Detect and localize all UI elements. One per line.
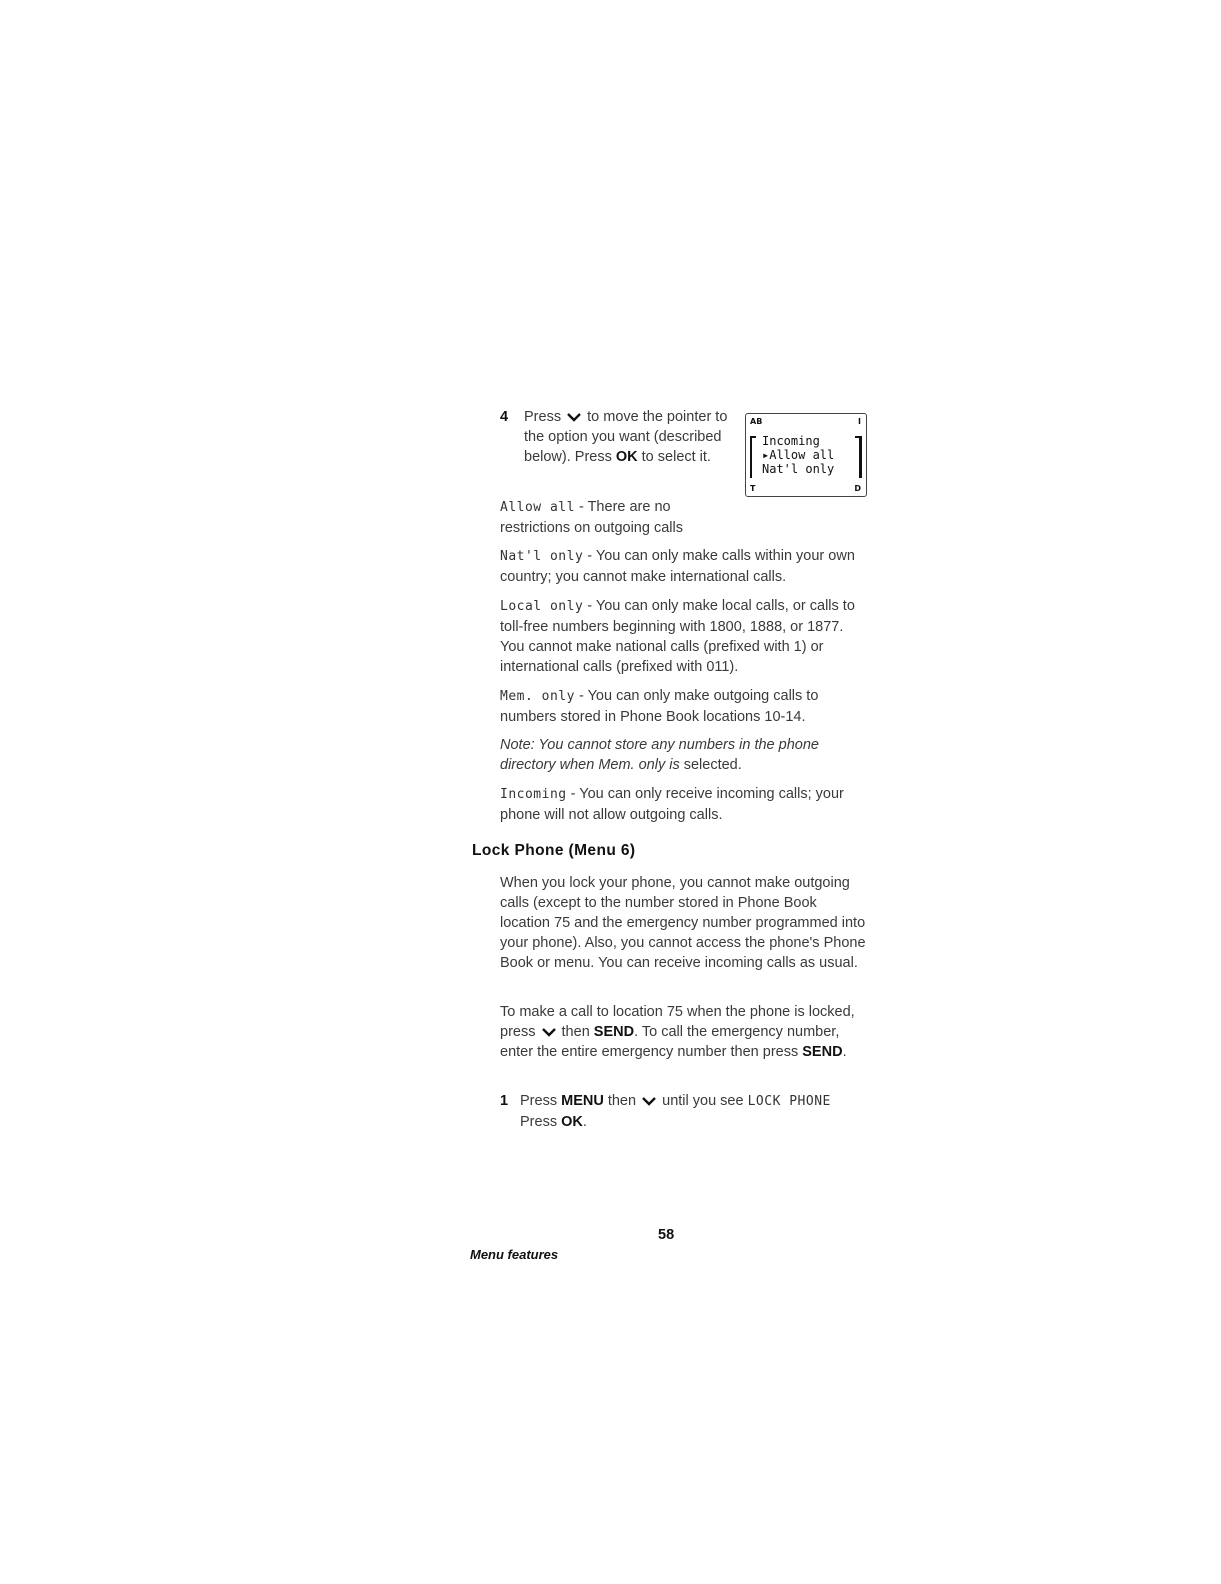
lock-intro-paragraph: When you lock your phone, you cannot make outgoing calls (except to the number stored in Phone Book location 75 and the emergency number programmed into your phone). Also, you cannot access the phone's Phone Book or menu. You can receive incoming calls as usual.: [500, 875, 866, 971]
option-description: - There are no restrictions on outgoing calls: [500, 499, 683, 536]
scroll-down-arrow-icon: [542, 1027, 556, 1037]
section-heading: Lock Phone (Menu 6): [472, 842, 636, 859]
menu-key-label: MENU: [561, 1093, 604, 1109]
option-term: Mem. only: [500, 689, 575, 704]
left-scroll-bar: [750, 436, 756, 478]
note-paragraph: Note: You cannot store any numbers in the phone directory when Mem. only is selected.: [500, 737, 819, 773]
option-term: Nat'l only: [500, 549, 584, 564]
option-description: - You can only make outgoing calls to numbers stored in Phone Book locations 10-14.: [500, 688, 819, 725]
step-1-text: Press MENU then until you see LOCK PHONE Press OK.: [520, 1093, 831, 1130]
step-number: 1: [500, 1093, 509, 1109]
signal-indicator: I: [858, 417, 861, 426]
send-key-label: SEND: [593, 1024, 635, 1040]
display-line: Incoming: [762, 434, 820, 448]
step-1: [500, 1091, 870, 1132]
display-line-selected: ▸Allow all: [762, 448, 835, 462]
option-term: Incoming: [500, 787, 567, 802]
scroll-down-arrow-icon: [642, 1096, 656, 1106]
option-term: Local only: [500, 599, 584, 614]
digital-indicator: D: [854, 484, 861, 493]
phone-display-illustration: [745, 413, 867, 497]
step-4-text: Press to move the pointer to the option you want (described below). Press OK to select it.: [524, 409, 728, 465]
option-description: - You can only make local calls, or calls to toll-free numbers beginning with 1800, 1888, or 1877. You cannot make national calls (prefixed with 1) or international calls (prefixed with 011).: [500, 598, 855, 675]
option-natl-only: [500, 546, 870, 587]
option-allow-all: [500, 497, 740, 538]
step-number: 4: [500, 409, 509, 425]
right-scroll-bar: [855, 436, 862, 478]
ok-key-label: OK: [615, 449, 638, 465]
option-mem-only: [500, 686, 870, 727]
footer-section-label: Menu features: [470, 1247, 559, 1262]
alpha-indicator: AB: [750, 417, 763, 426]
option-description: - You can only receive incoming calls; your phone will not allow outgoing calls.: [500, 786, 844, 823]
page-number: 58: [658, 1227, 675, 1243]
option-description: - You can only make calls within your own country; you cannot make international calls.: [500, 548, 855, 585]
option-incoming: [500, 784, 870, 825]
talk-indicator: T: [750, 484, 756, 493]
scroll-down-arrow-icon: [567, 412, 581, 422]
step-4: [500, 407, 740, 467]
send-key-label: SEND: [802, 1044, 843, 1060]
display-line: Nat'l only: [762, 462, 835, 476]
ok-key-label: OK: [561, 1114, 583, 1130]
screen-text: LOCK PHONE: [747, 1094, 831, 1109]
display-lines: [762, 434, 834, 476]
lock-call-paragraph: To make a call to location 75 when the phone is locked, press then SEND. To call the emergency number, enter the entire emergency number then press SEND.: [500, 1004, 855, 1060]
option-term: Allow all: [500, 500, 575, 515]
option-local-only: [500, 596, 870, 677]
